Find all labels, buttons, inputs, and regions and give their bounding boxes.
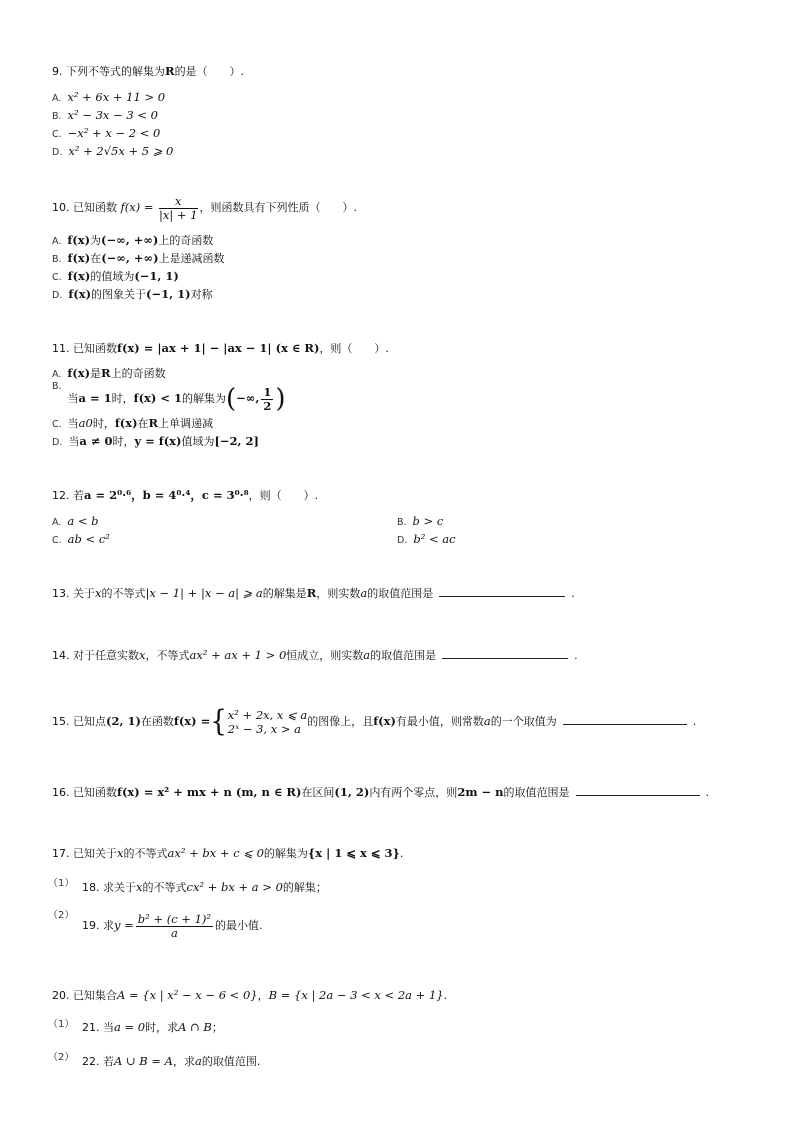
option-formula: f(x) xyxy=(67,251,91,265)
left-paren: ( xyxy=(226,384,237,414)
math: x xyxy=(117,846,124,860)
text: 的不等式 xyxy=(123,847,168,860)
option-letter: B. xyxy=(397,517,407,528)
option-formula: a = 1 xyxy=(78,391,112,405)
option-formula: a < b xyxy=(67,514,99,528)
q10-option-b xyxy=(52,251,225,267)
math: (1, 2) xyxy=(334,785,370,799)
answer-blank[interactable] xyxy=(576,785,700,796)
option-letter: C. xyxy=(52,419,62,430)
option-text: 上的奇函数 xyxy=(158,234,214,247)
q15-stem xyxy=(52,704,696,739)
option-letter: A. xyxy=(52,236,62,247)
option-formula: [−2, 2] xyxy=(214,434,259,448)
text: . xyxy=(571,587,575,600)
math: a xyxy=(360,586,368,600)
subquestion-index: （1） xyxy=(48,878,75,889)
text: 的取值范围是 xyxy=(367,587,434,600)
q11-stem xyxy=(52,341,389,356)
option-text: 对称 xyxy=(190,288,213,301)
text: 的不等式 xyxy=(101,587,146,600)
math: f(x) = x² + mx + n (m, n ∈ R) xyxy=(117,785,302,799)
option-letter: A. xyxy=(52,517,62,528)
option-formula: (−∞, +∞) xyxy=(101,251,159,265)
option-formula: (−∞, +∞) xyxy=(101,233,159,247)
text: . xyxy=(692,715,697,728)
option-text: 时， xyxy=(111,392,134,405)
option-letter: B. xyxy=(52,381,62,392)
text: ； xyxy=(211,1021,223,1034)
option-text: 是 xyxy=(90,367,102,380)
text: 的不等式 xyxy=(142,881,187,894)
option-formula: R xyxy=(101,366,111,380)
math: A ∪ B = A xyxy=(114,1054,173,1068)
option-formula: f(x) < 1 xyxy=(133,391,182,405)
subquestion-index: （2） xyxy=(48,910,75,921)
q9-option-b xyxy=(52,108,158,124)
option-formula: f(x) xyxy=(67,233,91,247)
q12-stem-text: 12. 若 xyxy=(52,489,84,502)
case-line: x² + 2x, x ⩽ a xyxy=(227,708,308,722)
fraction-denominator: a xyxy=(170,925,178,940)
option-text: 当 xyxy=(68,435,80,448)
text: . xyxy=(399,847,404,860)
q11-fraction xyxy=(261,386,273,413)
text: . xyxy=(705,786,709,799)
q19-fraction xyxy=(136,913,213,940)
option-text: 的图象关于 xyxy=(91,288,147,301)
option-formula: f(x) xyxy=(68,287,92,301)
option-text: 当 xyxy=(67,417,79,430)
option-letter: A. xyxy=(52,93,62,104)
text: 内有两个零点，则 xyxy=(369,786,458,799)
option-formula: R xyxy=(148,416,159,430)
q14-stem-text: 14. 对于任意实数 xyxy=(52,649,139,662)
option-letter: D. xyxy=(397,535,408,546)
math: ax² + ax + 1 > 0 xyxy=(189,648,287,662)
math: x xyxy=(136,880,143,894)
q11-option-d xyxy=(52,434,259,450)
math: A = {x | x² − x − 6 < 0} xyxy=(117,988,258,1002)
text: 在区间 xyxy=(301,786,335,799)
q16-stem-text: 16. 已知函数 xyxy=(52,786,117,799)
text: 有最小值，则常数 xyxy=(395,715,484,728)
option-text: 为 xyxy=(90,234,102,247)
option-formula: −x² + x − 2 < 0 xyxy=(67,126,161,140)
option-formula: x² + 2√5x + 5 ⩾ 0 xyxy=(68,144,174,158)
math: R xyxy=(306,586,317,600)
fraction-numerator: x xyxy=(159,195,198,209)
option-letter: A. xyxy=(52,369,62,380)
math: B = {x | 2a − 3 < x < 2a + 1} xyxy=(268,988,444,1002)
option-formula: a ≠ 0 xyxy=(79,434,113,448)
subquestion-text: 22. 若 xyxy=(82,1055,114,1068)
option-text: 的解集为 xyxy=(182,392,226,405)
left-brace-icon: { xyxy=(210,705,227,739)
answer-blank[interactable] xyxy=(563,714,687,725)
q17-sub1 xyxy=(82,880,327,895)
q9-set-r: R xyxy=(165,64,175,78)
q12-option-b xyxy=(397,514,443,530)
math: a xyxy=(194,1054,202,1068)
option-formula: (−1, 1) xyxy=(134,269,179,283)
q17-stem-text: 17. 已知关于 xyxy=(52,847,117,860)
fraction-denominator: 2 xyxy=(263,398,272,413)
q20-sub2 xyxy=(82,1054,260,1069)
q9-stem xyxy=(52,64,244,79)
q13-stem-text: 13. 关于 xyxy=(52,587,95,600)
text: 的图像上，且 xyxy=(307,715,374,728)
q11-option-b xyxy=(52,380,286,417)
q12-option-a xyxy=(52,514,99,530)
text: . xyxy=(574,649,578,662)
q9-option-c xyxy=(52,126,160,142)
option-letter: D. xyxy=(52,147,63,158)
option-formula: f(x) xyxy=(67,269,91,283)
q20-stem xyxy=(52,988,447,1003)
option-letter: C. xyxy=(52,535,62,546)
q20-sub1 xyxy=(82,1020,223,1035)
option-formula: −∞, xyxy=(236,391,260,405)
option-letter: B. xyxy=(52,254,62,265)
case-line: 2ˣ − 3, x > a xyxy=(227,722,302,736)
option-formula: b² < ac xyxy=(413,532,456,546)
text: 时，求 xyxy=(145,1021,179,1034)
math: x xyxy=(95,586,102,600)
text: 的取值范围是 xyxy=(370,649,437,662)
text: 的解集； xyxy=(282,881,327,894)
option-text: 时， xyxy=(92,417,115,430)
option-text: 上的奇函数 xyxy=(110,367,166,380)
option-formula: b > c xyxy=(412,514,444,528)
q12-stem-tail: ，则（ ）. xyxy=(248,489,319,502)
text: 在函数 xyxy=(140,715,174,728)
q13-stem xyxy=(52,586,575,601)
subquestion-index: （1） xyxy=(48,1019,75,1030)
right-paren: ) xyxy=(275,384,286,414)
option-letter: D. xyxy=(52,437,63,448)
option-text: 时， xyxy=(112,435,135,448)
math: x xyxy=(139,648,146,662)
text: 的一个取值为 xyxy=(490,715,557,728)
piecewise-cases xyxy=(228,708,307,736)
math: ax² + bx + c ⩽ 0 xyxy=(167,846,264,860)
q9-stem-tail: 的是（ ）. xyxy=(174,65,245,78)
q11-option-c xyxy=(52,416,213,432)
q14-stem xyxy=(52,648,578,663)
math: (2, 1) xyxy=(106,714,141,728)
subquestion-text: 19. 求 xyxy=(82,919,114,932)
option-letter: C. xyxy=(52,129,62,140)
fraction-numerator: b² + (c + 1)² xyxy=(137,911,212,926)
q12-option-c xyxy=(52,532,110,548)
q11-stem-text: 11. 已知函数 xyxy=(52,342,117,355)
math: f(x) = xyxy=(173,714,211,728)
q17-stem xyxy=(52,846,403,861)
q15-stem-text: 15. 已知点 xyxy=(52,715,106,728)
text: 恒成立，则实数 xyxy=(286,649,364,662)
q10-stem-tail: ，则函数具有下列性质（ ）. xyxy=(199,201,358,214)
text: 的取值范围是 xyxy=(503,786,570,799)
q17-sub2 xyxy=(82,908,263,943)
q20-stem-text: 20. 已知集合 xyxy=(52,989,117,1002)
q10-option-c xyxy=(52,269,179,285)
text: ，不等式 xyxy=(145,649,190,662)
option-text: 在 xyxy=(137,417,149,430)
option-formula: x² − 3x − 3 < 0 xyxy=(67,108,158,122)
text: 的最小值. xyxy=(215,919,263,932)
q16-stem xyxy=(52,785,709,800)
math: 2m − n xyxy=(457,785,504,799)
q10-option-d xyxy=(52,287,213,303)
option-formula: ab < c² xyxy=(67,532,110,546)
q10-function: f(x) = xyxy=(120,200,154,214)
text: ，求 xyxy=(172,1055,195,1068)
fraction-numerator: 1 xyxy=(263,384,272,399)
q9-option-d xyxy=(52,144,173,160)
answer-blank[interactable] xyxy=(442,648,568,659)
option-text: 的值域为 xyxy=(90,270,135,283)
math: |x − 1| + |x − a| ⩾ a xyxy=(145,586,263,600)
option-text: 上是递减函数 xyxy=(158,252,225,265)
text: ，则实数 xyxy=(316,587,361,600)
option-letter: B. xyxy=(52,111,62,122)
option-letter: D. xyxy=(52,290,63,301)
q12-formula: a = 2⁰·⁶，b = 4⁰·⁴，c = 3⁰·⁸ xyxy=(84,488,249,502)
q12-stem xyxy=(52,488,318,503)
option-formula: (−1, 1) xyxy=(146,287,191,301)
option-text: 值域为 xyxy=(181,435,215,448)
q10-fraction xyxy=(159,195,198,222)
text: ， xyxy=(257,989,269,1002)
text: 的取值范围. xyxy=(201,1055,261,1068)
math: A ∩ B xyxy=(178,1020,212,1034)
math: y = xyxy=(114,918,134,932)
subquestion-text: 21. 当 xyxy=(82,1021,114,1034)
option-letter: C. xyxy=(52,272,62,283)
option-text: 在 xyxy=(90,252,102,265)
fraction-denominator: |x| + 1 xyxy=(159,207,198,222)
q10-option-a xyxy=(52,233,213,249)
math: cx² + bx + a > 0 xyxy=(186,880,283,894)
option-formula: f(x) xyxy=(67,366,91,380)
subquestion-text: 18. 求关于 xyxy=(82,881,136,894)
text: 的解集为 xyxy=(263,847,308,860)
text: 的解集是 xyxy=(262,587,307,600)
q10-stem xyxy=(52,192,357,223)
option-formula: y = f(x) xyxy=(134,434,182,448)
math: f(x) xyxy=(373,714,396,728)
option-text: 当 xyxy=(67,392,79,405)
math: a = 0 xyxy=(114,1020,146,1034)
q9-option-a xyxy=(52,90,165,106)
option-formula: f(x) xyxy=(114,416,138,430)
q11-stem-tail: ，则（ ）. xyxy=(319,342,389,355)
option-text: 上单调递减 xyxy=(158,417,214,430)
math: a xyxy=(483,714,491,728)
option-formula: a0 xyxy=(78,416,93,430)
q11-function: f(x) = |ax + 1| − |ax − 1| (x ∈ R) xyxy=(117,341,320,355)
math: a xyxy=(363,648,371,662)
q10-stem-text: 10. 已知函数 xyxy=(52,201,117,214)
subquestion-index: （2） xyxy=(48,1052,75,1063)
answer-blank[interactable] xyxy=(439,586,565,597)
q12-option-d xyxy=(397,532,456,548)
option-formula: x² + 6x + 11 > 0 xyxy=(67,90,166,104)
q9-stem-text: 9. 下列不等式的解集为 xyxy=(52,65,165,78)
text: . xyxy=(443,989,448,1002)
math: {x | 1 ⩽ x ⩽ 3} xyxy=(307,846,400,860)
